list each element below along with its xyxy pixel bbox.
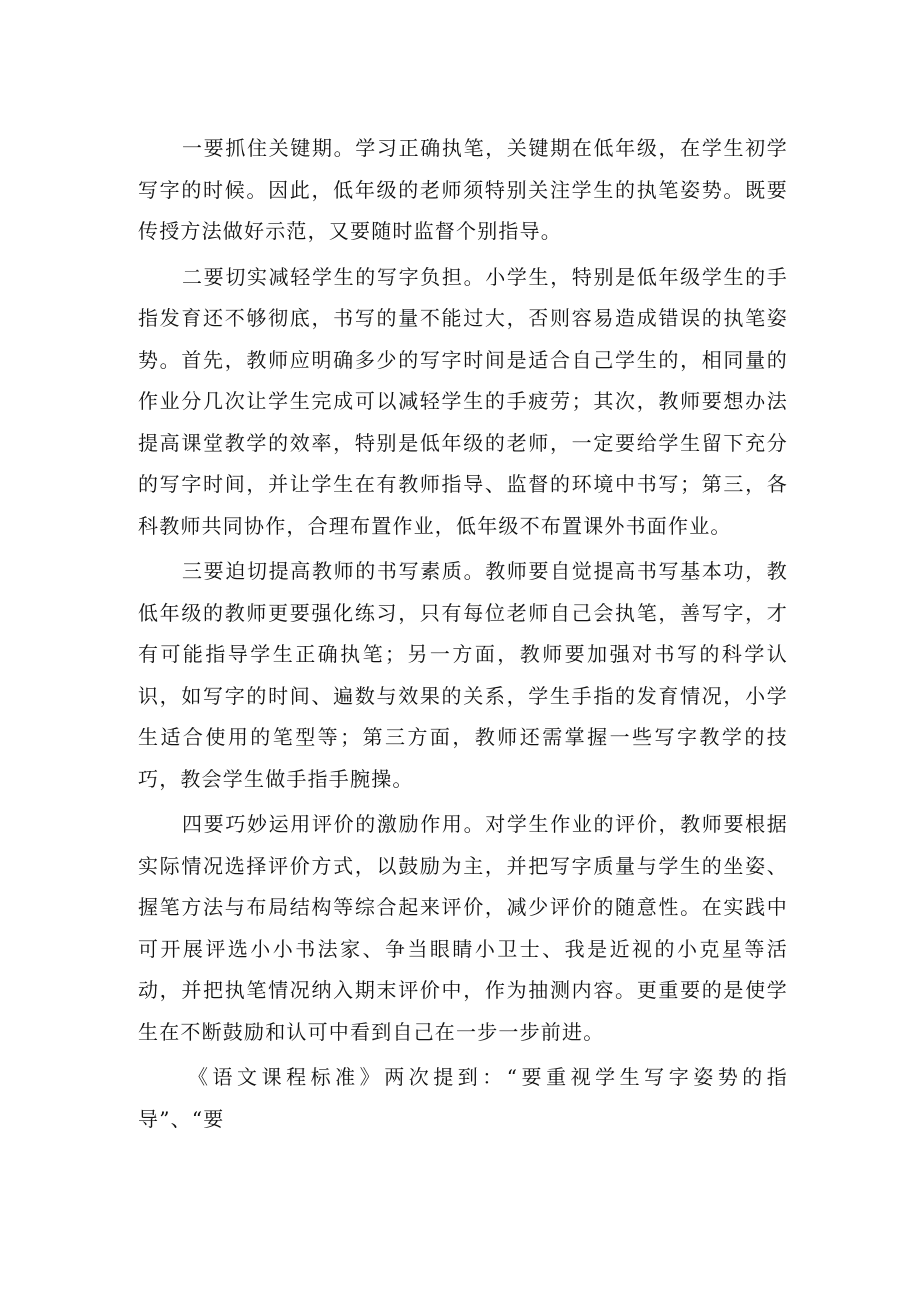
paragraph-key-period: 一要抓住关键期。学习正确执笔，关键期在低年级，在学生初学写字的时候。因此，低年级的老师须特别关注学生的执笔姿势。既要传授方法做好示范，又要随时监督个别指导。 — [138, 136, 788, 243]
paragraph-curriculum-standard: 《语文课程标准》两次提到：“要重视学生写字姿势的指导”、“要 — [138, 1065, 788, 1131]
paragraph-evaluation: 四要巧妙运用评价的激励作用。对学生作业的评价，教师要根据实际情况选择评价方式，以鼓励为主，并把写字质量与学生的坐姿、握笔方法与布局结构等综合起来评价，减少评价的随意性。在实践中可开展评选小小书法家、争当眼睛小卫士、我是近视的小克星等活动，并把执笔情况纳入期末评价中，作为抽测内容。更重要的是使学生在不断鼓励和认可中看到自己在一步一步前进。 — [138, 812, 788, 1044]
document-body — [138, 128, 788, 1144]
paragraph-reduce-burden: 二要切实减轻学生的写字负担。小学生，特别是低年级学生的手指发育还不够彻底，书写的量不能过大，否则容易造成错误的执笔姿势。首先，教师应明确多少的写字时间是适合自己学生的，相同量的作业分几次让学生完成可以减轻学生的手疲劳；其次，教师要想办法提高课堂教学的效率，特别是低年级的老师，一定要给学生留下充分的写字时间，并让学生在有教师指导、监督的环境中书写；第三，各科教师共同协作，合理布置作业，低年级不布置课外书面作业。 — [138, 264, 788, 538]
paragraph-teacher-quality: 三要迫切提高教师的书写素质。教师要自觉提高书写基本功，教低年级的教师更要强化练习，只有每位老师自己会执笔，善写字，才有可能指导学生正确执笔；另一方面，教师要加强对书写的科学认识，如写字的时间、遍数与效果的关系，学生手指的发育情况，小学生适合使用的笔型等；第三方面，教师还需掌握一些写字教学的技巧，教会学生做手指手腕操。 — [138, 559, 788, 791]
